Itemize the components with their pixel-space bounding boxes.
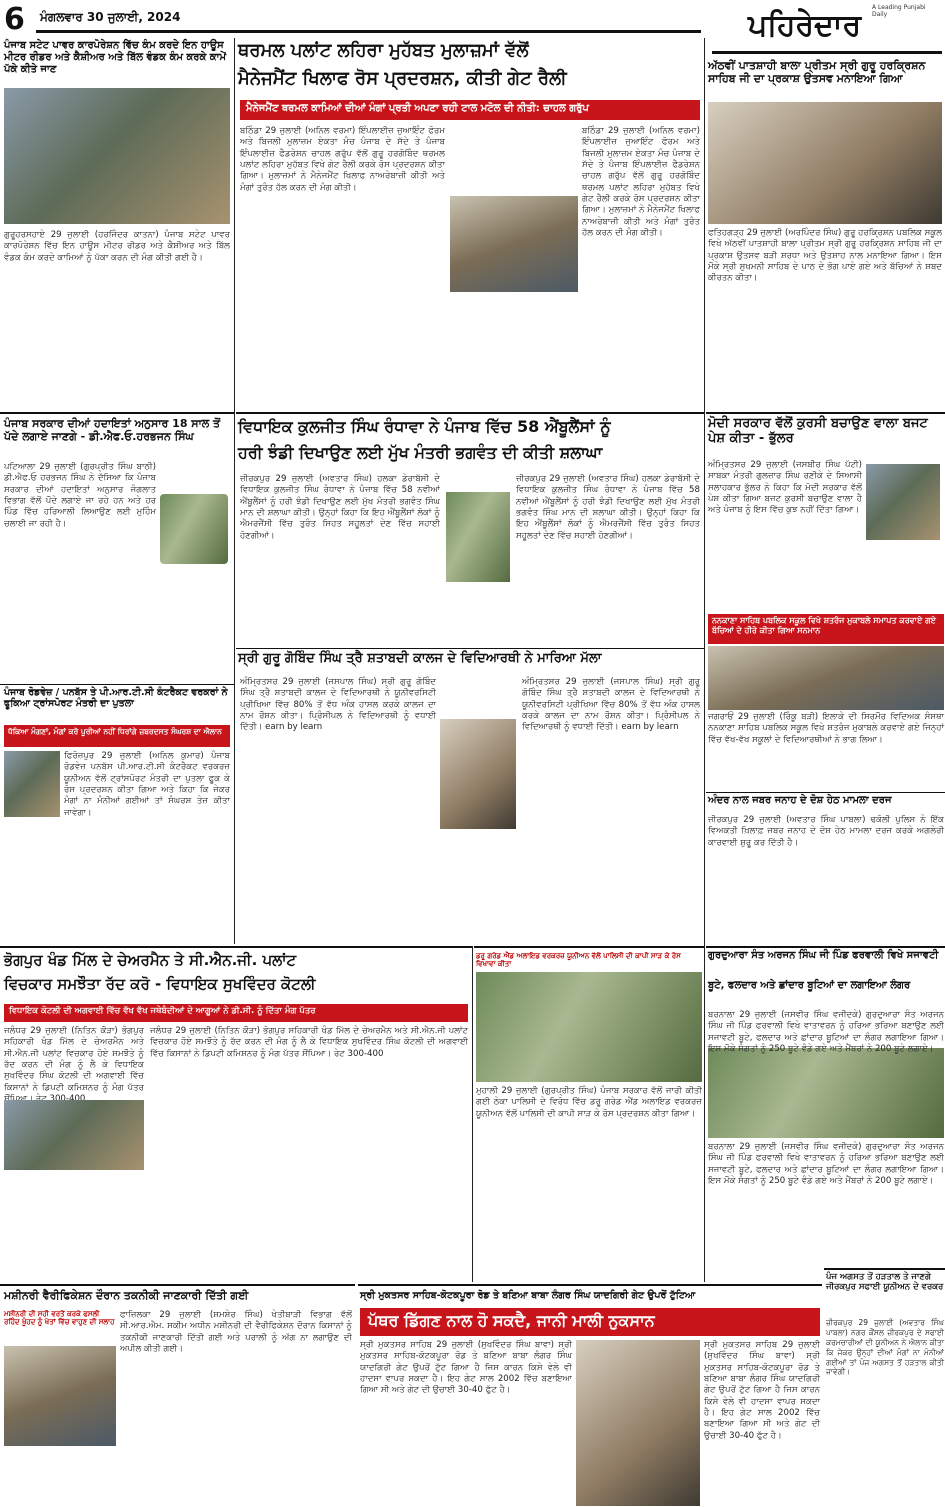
headline: ਪੰਜ ਅਗਸਤ ਤੋਂ ਹੜਤਾਲ ਤੇ ਜਾਣਗੇ ਜੀਰਕਪੁਰ ਸਫਾਈ ਯੂਨੀਅਨ ਦੇ ਵਰਕਰ [826,1272,944,1293]
article-body: ਜ਼ੀਰਕਪੁਰ 29 ਜੁਲਾਈ (ਅਵਤਾਰ ਸਿੰਘ ਪਾਬਲਾ) ਢਕੋਲੀ ਪੁਲਿਸ ਨੇ ਇੱਕ ਵਿਅਕਤੀ ਖ਼ਿਲਾਫ਼ ਜਬਰ ਜਨਾਹ ਦੇ ਦੋਸ਼ ਹੇਠ ਮਾਮਲਾ ਦਰਜ ਕਰਕੇ ਅਗਲੇਰੀ ਕਾਰਵਾਈ ਸ਼ੁਰੂ ਕਰ ਦਿੱਤੀ ਹੈ। [708,815,944,848]
headline: ਅੰਦਰ ਨਾਲ ਜਬਰ ਜਨਾਹ ਦੇ ਦੋਸ਼ ਹੇਠ ਮਾਮਲਾ ਦਰਜ [708,795,892,806]
crime-story [706,792,945,944]
column-rule [704,38,705,1282]
headline-line1: ਵਿਧਾਇਕ ਕੁਲਜੀਤ ਸਿੰਘ ਰੰਧਾਵਾ ਨੇ ਪੰਜਾਬ ਵਿੱਚ 58 ਐਂਬੂਲੈਂਸਾਂ ਨੂੰ [238,417,611,436]
headline: ਪੰਜਾਬ ਸਟੇਟ ਪਾਵਰ ਕਾਰਪੋਰੇਸ਼ਨ ਵਿੱਚ ਕੰਮ ਕਰਦੇ ਇਨ ਹਾਊਸ ਮੀਟਰ ਰੀਡਰ ਅਤੇ ਕੈਸ਼ੀਅਰ ਅਤੇ ਬਿੱਲ ਵੰਡਕ ਕੰਮ ਕਰਕੇ ਕਾਮੇਂ ਪੱਕੇ ਕੀਤੇ ਜਾਣ [4,40,227,75]
union-story [474,946,704,1282]
article-body: ਸ੍ਰੀ ਮੁਕਤਸਰ ਸਾਹਿਬ 29 ਜੁਲਾਈ (ਸੁਖਵਿੰਦਰ ਸਿੰਘ ਬਾਵਾ) ਸ੍ਰੀ ਮੁਕਤਸਰ ਸਾਹਿਬ-ਕੋਟਕਪੂਰਾ ਰੋਡ ਤੇ ਬਣਿਆ ਬਾਬਾ ਲੰਗਰ ਸਿੰਘ ਯਾਦਗਿਰੀ ਗੇਟ ਉਪਰੋਂ ਟੁੱਟ ਗਿਆ ਹੈ ਜਿਸ ਕਾਰਨ ਕਿਸੇ ਵੇਲੇ ਵੀ ਹਾਦਸਾ ਵਾਪਰ ਸਕਦਾ ਹੈ। ਇਹ ਗੇਟ ਸਾਲ 2002 ਵਿੱਚ ਬਣਾਇਆ ਗਿਆ ਸੀ ਅਤੇ ਗੇਟ ਦੀ ਉਚਾਈ 30-40 ਫੁੱਟ ਹੈ। [360,1340,572,1396]
portrait [160,494,228,564]
article-body: ਜ਼ੀਰਕਪੁਰ 29 ਜੁਲਾਈ (ਅਵਤਾਰ ਸਿੰਘ) ਹਲਕਾ ਡੇਰਾਬੱਸੀ ਦੇ ਵਿਧਾਇਕ ਕੁਲਜੀਤ ਸਿੰਘ ਰੰਧਾਵਾ ਨੇ ਪੰਜਾਬ ਵਿੱਚ 58 ਨਵੀਆਂ ਐਂਬੂਲੈਂਸਾਂ ਨੂੰ ਹਰੀ ਝੰਡੀ ਦਿਖਾਉਣ ਲਈ ਮੁੱਖ ਮੰਤਰੀ ਭਗਵੰਤ ਸਿੰਘ ਮਾਨ ਦੀ ਸ਼ਲਾਘਾ ਕੀਤੀ। ਉਨ੍ਹਾਂ ਕਿਹਾ ਕਿ ਇਹ ਐਂਬੂਲੈਂਸਾਂ ਲੋਕਾਂ ਨੂੰ ਐਮਰਜੈਂਸੀ ਵਿੱਚ ਤੁਰੰਤ ਸਿਹਤ ਸਹੂਲਤਾਂ ਦੇਣ ਵਿੱਚ ਸਹਾਈ ਹੋਣਗੀਆਂ। [240,474,440,541]
caption: ਡਰੂ ਗਰੇਡ ਐਂਡ ਅਲਾਇਡ ਵਰਕਰਜ਼ ਯੂਨੀਅਨ ਵੱਲੋਂ ਪਾਲਿਸੀ ਦੀ ਕਾਪੀ ਸਾੜ ਕੇ ਰੋਸ ਵਿਖਾਵਾ ਕੀਤਾ [476,952,681,969]
photo [576,1340,700,1506]
thermal-story [236,38,702,408]
article-body: ਮੁਹਾਲੀ 29 ਜੁਲਾਈ (ਗੁਰਪ੍ਰੀਤ ਸਿੰਘ) ਪੰਜਾਬ ਸਰਕਾਰ ਵੱਲੋਂ ਜਾਰੀ ਕੀਤੀ ਗਈ ਠੇਕਾ ਪਾਲਿਸੀ ਦੇ ਵਿਰੋਧ ਵਿੱਚ ਡਰੂ ਗਰੇਡ ਐਂਡ ਅਲਾਇਡ ਵਰਕਰਜ਼ ਯੂਨੀਅਨ ਵੱਲੋਂ ਪਾਲਿਸੀ ਦੀ ਕਾਪੀ ਸਾੜ ਕੇ ਰੋਸ ਪ੍ਰਦਰਸ਼ਨ ਕੀਤਾ ਗਿਆ। [476,1086,702,1119]
budget-story [706,412,945,612]
sanitation-story [824,1268,945,1507]
article-body: ਅੰਮ੍ਰਿਤਸਰ 29 ਜੁਲਾਈ (ਜਸਪਾਲ ਸਿੰਘ) ਸ੍ਰੀ ਗੁਰੂ ਗੋਬਿੰਦ ਸਿੰਘ ਤ੍ਰੈ ਸ਼ਤਾਬਦੀ ਕਾਲਜ ਦੇ ਵਿਦਿਆਰਥੀ ਨੇ ਯੂਨੀਵਰਸਿਟੀ ਪ੍ਰੀਖਿਆ ਵਿੱਚ 80% ਤੋਂ ਵੱਧ ਅੰਕ ਹਾਸਲ ਕਰਕੇ ਕਾਲਜ ਦਾ ਨਾਮ ਰੌਸ਼ਨ ਕੀਤਾ। ਪ੍ਰਿੰਸੀਪਲ ਨੇ ਵਿਦਿਆਰਥੀ ਨੂੰ ਵਧਾਈ ਦਿੱਤੀ। earn by learn [240,677,436,733]
headline-line2: ਪੱਥਰ ਡਿੱਗਣ ਨਾਲ ਹੋ ਸਕਦੈ, ਜਾਨੀ ਮਾਲੀ ਨੁਕਸਾਨ [368,1311,655,1330]
machinery-story [0,1284,355,1507]
page-number: 6 [4,2,25,37]
subhead: ਮੈਨੇਜਮੈਂਟ ਥਰਮਲ ਕਾਮਿਆਂ ਦੀਆਂ ਮੰਗਾਂ ਪ੍ਰਤੀ ਅਪਣਾ ਰਹੀ ਟਾਲ ਮਟੋਲ ਦੀ ਨੀਤੀ: ਚਾਹਲ ਗਰੁੱਪ [246,103,589,114]
article-body: ਜਗਰਾਓਂ 29 ਜੁਲਾਈ (ਰਿੰਕੂ ਬੜੀ) ਇਲਾਕੇ ਦੀ ਸਿਰਮੌਰ ਵਿਦਿਅਕ ਸੰਸਥਾ ਨਨਕਾਣਾ ਸਾਹਿਬ ਪਬਲਿਕ ਸਕੂਲ ਵਿਖੇ ਸ਼ਤਰੰਜ ਮੁਕਾਬਲੇ ਕਰਵਾਏ ਗਏ ਜਿਨ੍ਹਾਂ ਵਿੱਚ ਵੱਖ-ਵੱਖ ਸਕੂਲਾਂ ਦੇ ਵਿਦਿਆਰਥੀਆਂ ਨੇ ਭਾਗ ਲਿਆ। [708,712,944,745]
headline-band [708,614,944,644]
article-body-cont: ਅੰਮ੍ਰਿਤਸਰ 29 ਜੁਲਾਈ (ਜਸਪਾਲ ਸਿੰਘ) ਸ੍ਰੀ ਗੁਰੂ ਗੋਬਿੰਦ ਸਿੰਘ ਤ੍ਰੈ ਸ਼ਤਾਬਦੀ ਕਾਲਜ ਦੇ ਵਿਦਿਆਰਥੀ ਨੇ ਯੂਨੀਵਰਸਿਟੀ ਪ੍ਰੀਖਿਆ ਵਿੱਚ 80% ਤੋਂ ਵੱਧ ਅੰਕ ਹਾਸਲ ਕਰਕੇ ਕਾਲਜ ਦਾ ਨਾਮ ਰੌਸ਼ਨ ਕੀਤਾ। ਪ੍ਰਿੰਸੀਪਲ ਨੇ ਵਿਦਿਆਰਥੀ ਨੂੰ ਵਧਾਈ ਦਿੱਤੀ। earn by learn [522,677,700,733]
gurdwara-story [706,946,945,1266]
headline-band [360,1308,820,1336]
photo [476,972,702,1082]
portrait [446,492,510,582]
school-story [706,614,945,790]
headline-line1: ਭੋਗਪੁਰ ਖੰਡ ਮਿੱਲ ਦੇ ਚੇਅਰਮੈਨ ਤੇ ਸੀ.ਐਨ.ਜੀ. ਪਲਾਂਟ [4,951,297,969]
guru-story [706,60,945,408]
masthead-rule [36,30,701,33]
article-body-cont: ਜ਼ੀਰਕਪੁਰ 29 ਜੁਲਾਈ (ਅਵਤਾਰ ਸਿੰਘ) ਹਲਕਾ ਡੇਰਾਬੱਸੀ ਦੇ ਵਿਧਾਇਕ ਕੁਲਜੀਤ ਸਿੰਘ ਰੰਧਾਵਾ ਨੇ ਪੰਜਾਬ ਵਿੱਚ 58 ਨਵੀਆਂ ਐਂਬੂਲੈਂਸਾਂ ਨੂੰ ਹਰੀ ਝੰਡੀ ਦਿਖਾਉਣ ਲਈ ਮੁੱਖ ਮੰਤਰੀ ਭਗਵੰਤ ਸਿੰਘ ਮਾਨ ਦੀ ਸ਼ਲਾਘਾ ਕੀਤੀ। ਉਨ੍ਹਾਂ ਕਿਹਾ ਕਿ ਇਹ ਐਂਬੂਲੈਂਸਾਂ ਲੋਕਾਂ ਨੂੰ ਐਮਰਜੈਂਸੀ ਵਿੱਚ ਤੁਰੰਤ ਸਿਹਤ ਸਹੂਲਤਾਂ ਦੇਣ ਵਿੱਚ ਸਹਾਈ ਹੋਣਗੀਆਂ। [516,474,700,541]
article-body: ਜ਼ੀਰਕਪੁਰ 29 ਜੁਲਾਈ (ਅਵਤਾਰ ਸਿੰਘ ਪਾਬਲਾ) ਨਗਰ ਕੌਂਸਲ ਜ਼ੀਰਕਪੁਰ ਦੇ ਸਫਾਈ ਕਰਮਚਾਰੀਆਂ ਦੀ ਯੂਨੀਅਨ ਨੇ ਐਲਾਨ ਕੀਤਾ ਕਿ ਜੇਕਰ ਉਨ੍ਹਾਂ ਦੀਆਂ ਮੰਗਾਂ ਨਾ ਮੰਨੀਆਂ ਗਈਆਂ ਤਾਂ ਪੰਜ ਅਗਸਤ ਤੋਂ ਹੜਤਾਲ ਕੀਤੀ ਜਾਵੇਗੀ। [826,1318,944,1377]
subhead-band [4,725,230,747]
paper-logo [712,4,942,54]
headline: ਪੰਜਾਬ ਸਰਕਾਰ ਦੀਆਂ ਹਦਾਇਤਾਂ ਅਨੁਸਾਰ 18 ਸਾਲ ਤੋਂ ਪੱਦੇ ਲਗਾਏ ਜਾਣਗੇ - ਡੀ.ਐਫ.ਓ.ਹਰਭਜਨ ਸਿੰਘ [4,417,221,443]
portrait [866,464,940,540]
issue-date: ਮੰਗਲਵਾਰ 30 ਜੁਲਾਈ, 2024 [40,10,181,24]
power-corp-story [0,38,234,408]
article-body: ਅੰਮ੍ਰਿਤਸਰ 29 ਜੁਲਾਈ (ਜਸਬੀਰ ਸਿੰਘ ਪੱਟੀ) ਸਾਬਕਾ ਮੰਤਰੀ ਗੁਲਜ਼ਾਰ ਸਿੰਘ ਰਣੀਕੇ ਦੇ ਸਿਆਸੀ ਸਲਾਹਕਾਰ ਭੁੱਲਰ ਨੇ ਕਿਹਾ ਕਿ ਮੋਦੀ ਸਰਕਾਰ ਵੱਲੋਂ ਪੇਸ਼ ਕੀਤਾ ਗਿਆ ਬਜਟ ਕੁਰਸੀ ਬਚਾਉਣ ਵਾਲਾ ਹੈ ਅਤੇ ਪੰਜਾਬ ਨੂੰ ਇਸ ਵਿੱਚ ਕੁਝ ਨਹੀਂ ਦਿੱਤਾ ਗਿਆ। [708,460,862,516]
headline-line2: ਹਰੀ ਝੰਡੀ ਦਿਖਾਉਣ ਲਈ ਮੁੱਖ ਮੰਤਰੀ ਭਗਵੰਤ ਦੀ ਕੀਤੀ ਸ਼ਲਾਘਾ [238,443,603,462]
headline-line1: ਸ੍ਰੀ ਮੁਕਤਸਰ ਸਾਹਿਬ-ਕੋਟਕਪੂਰਾ ਰੋਡ ਤੇ ਬਣਿਆ ਬਾਬਾ ਲੰਗਰ ਸਿੰਘ ਯਾਦਗਿਰੀ ਗੇਟ ਉਪਰੋਂ ਟੁੱਟਿਆ [360,1290,696,1301]
headline-line1: ਥਰਮਲ ਪਲਾਂਟ ਲਹਿਰਾ ਮੁਹੱਬਤ ਮੁਲਾਜ਼ਮਾਂ ਵੱਲੋਂ [238,40,529,61]
health-story [0,412,234,682]
portrait [440,719,516,829]
subhead-band [4,1004,468,1022]
photo [708,1048,944,1138]
article-body-cont: ਸ੍ਰੀ ਮੁਕਤਸਰ ਸਾਹਿਬ 29 ਜੁਲਾਈ (ਸੁਖਵਿੰਦਰ ਸਿੰਘ ਬਾਵਾ) ਸ੍ਰੀ ਮੁਕਤਸਰ ਸਾਹਿਬ-ਕੋਟਕਪੂਰਾ ਰੋਡ ਤੇ ਬਣਿਆ ਬਾਬਾ ਲੰਗਰ ਸਿੰਘ ਯਾਦਗਿਰੀ ਗੇਟ ਉਪਰੋਂ ਟੁੱਟ ਗਿਆ ਹੈ ਜਿਸ ਕਾਰਨ ਕਿਸੇ ਵੇਲੇ ਵੀ ਹਾਦਸਾ ਵਾਪਰ ਸਕਦਾ ਹੈ। ਇਹ ਗੇਟ ਸਾਲ 2002 ਵਿੱਚ ਬਣਾਇਆ ਗਿਆ ਸੀ ਅਤੇ ਗੇਟ ਦੀ ਉਚਾਈ 30-40 ਫੁੱਟ ਹੈ। [704,1340,820,1441]
article-body: ਪਟਿਆਲਾ 29 ਜੁਲਾਈ (ਗੁਰਪ੍ਰੀਤ ਸਿੰਘ ਬਾਠੀ) ਡੀ.ਐਫ.ਓ ਹਰਭਜਨ ਸਿੰਘ ਨੇ ਦੱਸਿਆ ਕਿ ਪੰਜਾਬ ਸਰਕਾਰ ਦੀਆਂ ਹਦਾਇਤਾਂ ਅਨੁਸਾਰ ਜੰਗਲਾਤ ਵਿਭਾਗ ਵੱਲੋਂ ਪੌਦੇ ਲਗਾਏ ਜਾ ਰਹੇ ਹਨ ਅਤੇ ਹਰ ਪਿੰਡ ਵਿੱਚ ਹਰਿਆਲੀ ਲਿਆਉਣ ਲਈ ਮੁਹਿੰਮ ਚਲਾਈ ਜਾ ਰਹੀ ਹੈ। [4,462,156,529]
column-rule [234,38,235,944]
headline: ਨਨਕਾਣਾ ਸਾਹਿਬ ਪਬਲਿਕ ਸਕੂਲ ਵਿਖੇ ਸ਼ਤਰੰਜ ਮੁਕਾਬਲੇ ਸਮਾਪਤ ਕਰਵਾਏ ਗਏ ਬੱਚਿਆਂ ਦੇ ਹੀਰੋ ਕੀਤਾ ਗਿਆ ਸਨਮਾਨ [712,616,936,635]
photo [4,1100,144,1170]
article-body: ਬਰਨਾਲਾ 29 ਜੁਲਾਈ (ਜਸਵੀਰ ਸਿੰਘ ਵਜੀਦਕੇ) ਗੁਰਦੁਆਰਾ ਸੰਤ ਅਰਜਨ ਸਿੰਘ ਜੀ ਪਿੰਡ ਫਰਵਾਲੀ ਵਿਖੇ ਵਾਤਾਵਰਨ ਨੂੰ ਹਰਿਆ ਭਰਿਆ ਬਣਾਉਣ ਲਈ ਸਜਾਵਟੀ ਬੂਟੇ, ਫਲਦਾਰ ਅਤੇ ਛਾਂਦਾਰ ਬੂਟਿਆਂ ਦਾ ਲੰਗਰ ਲਗਾਇਆ ਗਿਆ। ਇਸ ਮੌਕੇ ਸੰਗਤਾਂ ਨੂੰ 250 ਬੂਟੇ ਵੰਡੇ ਗਏ ਅਤੇ ਮੈਂਬਰਾਂ ਨੇ 200 ਬੂਟੇ ਲਗਾਏ। [708,1010,944,1055]
headline-line1: ਗੁਰਦੁਆਰਾ ਸੰਤ ਅਰਜਨ ਸਿੰਘ ਜੀ ਪਿੰਡ ਫਰਵਾਲੀ ਵਿਖੇ ਸਜਾਵਟੀ [708,950,939,961]
transport-story [0,684,234,944]
ambulance-story [236,412,704,646]
paper-name: ਪਹਿਰੇਦਾਰ [748,8,862,43]
article-body-cont: ਬਠਿੰਡਾ 29 ਜੁਲਾਈ (ਅਨਿਲ ਵਰਮਾ) ਇੰਪਲਾਈਜ਼ ਜੁਆਇੰਟ ਫੋਰਮ ਅਤੇ ਬਿਜਲੀ ਮੁਲਾਜ਼ਮ ਏਕਤਾ ਮੰਚ ਪੰਜਾਬ ਦੇ ਸੱਦੇ ਤੇ ਪੰਜਾਬ ਇੰਪਲਾਈਜ਼ ਫੈਡਰੇਸ਼ਨ ਚਾਹਲ ਗਰੁੱਪ ਵੱਲੋਂ ਗੁਰੂ ਹਰਗੋਬਿੰਦ ਥਰਮਲ ਪਲਾਂਟ ਲਹਿਰਾ ਮੁਹੱਬਤ ਵਿਖੇ ਗੇਟ ਰੈਲੀ ਕਰਕੇ ਰੋਸ ਪ੍ਰਦਰਸ਼ਨ ਕੀਤਾ ਗਿਆ। ਮੁਲਾਜ਼ਮਾਂ ਨੇ ਮੈਨੇਜਮੈਂਟ ਖਿਲਾਫ ਨਾਅਰੇਬਾਜ਼ੀ ਕੀਤੀ ਅਤੇ ਮੰਗਾਂ ਤੁਰੰਤ ਹੱਲ ਕਰਨ ਦੀ ਮੰਗ ਕੀਤੀ। [582,126,700,239]
photo [4,1346,116,1446]
headline-line2: ਮੈਨੇਜਮੈਂਟ ਖਿਲਾਫ ਰੋਸ ਪ੍ਰਦਰਸ਼ਨ, ਕੀਤੀ ਗੇਟ ਰੈਲੀ [238,68,567,89]
article-body-cont: ਜਲੰਧਰ 29 ਜੁਲਾਈ (ਨਿਤਿਨ ਕੌੜਾ) ਭੋਗਪੁਰ ਸਹਿਕਾਰੀ ਖੰਡ ਮਿੱਲ ਦੇ ਚੇਅਰਮੈਨ ਅਤੇ ਸੀ.ਐਨ.ਜੀ ਪਲਾਂਟ ਵਿਚਕਾਰ ਹੋਏ ਸਮਝੌਤੇ ਨੂੰ ਰੱਦ ਕਰਨ ਦੀ ਮੰਗ ਨੂੰ ਲੈ ਕੇ ਵਿਧਾਇਕ ਸੁਖਵਿੰਦਰ ਸਿੰਘ ਕੋਟਲੀ ਦੀ ਅਗਵਾਈ ਵਿੱਚ ਕਿਸਾਨਾਂ ਨੇ ਡਿਪਟੀ ਕਮਿਸ਼ਨਰ ਨੂੰ ਮੰਗ ਪੱਤਰ ਸੌਂਪਿਆ। ਰੇਟ 300-400 [150,1026,468,1059]
headline: ਪੰਜਾਬ ਰੋਡਵੇਜ਼ / ਪਨਬੱਸ ਤੇ ਪੀ.ਆਰ.ਟੀ.ਸੀ ਕੰਟਰੈਕਟ ਵਰਕਰਾਂ ਨੇ ਫੂਕਿਆ ਟ੍ਰਾਂਸਪੋਰਟ ਮੰਤਰੀ ਦਾ ਪੁਤਲਾ [4,687,228,710]
headline: ਮੋਦੀ ਸਰਕਾਰ ਵੱਲੋਂ ਕੁਰਸੀ ਬਚਾਉਣ ਵਾਲਾ ਬਜਟ ਪੇਸ਼ ਕੀਤਾ - ਭੁੱਲਰ [708,416,928,447]
article-body: ਜਲੰਧਰ 29 ਜੁਲਾਈ (ਨਿਤਿਨ ਕੌੜਾ) ਭੋਗਪੁਰ ਸਹਿਕਾਰੀ ਖੰਡ ਮਿੱਲ ਦੇ ਚੇਅਰਮੈਨ ਅਤੇ ਸੀ.ਐਨ.ਜੀ ਪਲਾਂਟ ਵਿਚਕਾਰ ਹੋਏ ਸਮਝੌਤੇ ਨੂੰ ਰੱਦ ਕਰਨ ਦੀ ਮੰਗ ਨੂੰ ਲੈ ਕੇ ਵਿਧਾਇਕ ਸੁਖਵਿੰਦਰ ਸਿੰਘ ਕੋਟਲੀ ਦੀ ਅਗਵਾਈ ਵਿੱਚ ਕਿਸਾਨਾਂ ਨੇ ਡਿਪਟੀ ਕਮਿਸ਼ਨਰ ਨੂੰ ਮੰਗ ਪੱਤਰ [4,1026,144,1093]
subhead: ਮਸ਼ੀਨਰੀ ਦੀ ਸਹੀ ਵਰਤੋਂ ਕਰਕੇ ਫਸਲੀ ਰਹਿੰਦ ਖੂੰਹਦ ਨੂੰ ਖੇਤਾਂ ਵਿੱਚ ਵਾਹੁਣ ਦੀ ਸਲਾਹ [4,1310,115,1327]
photo [708,102,942,224]
headline: ਸ੍ਰੀ ਗੁਰੂ ਗੋਬਿੰਦ ਸਿੰਘ ਤ੍ਰੈ ਸ਼ਤਾਬਦੀ ਕਾਲਜ ਦੇ ਵਿਦਿਆਰਥੀ ਨੇ ਮਾਰਿਆ ਮੱਲਾ [238,651,602,666]
headline-line2: ਬੂਟੇ, ਫਲਦਾਰ ਅਤੇ ਛਾਂਦਾਰ ਬੂਟਿਆਂ ਦਾ ਲਗਾਇਆ ਲੰਗਰ [708,980,911,991]
photo [708,646,944,710]
column-rule [472,946,473,1282]
article-body: ਗੁਰੂਹਰਸਹਾਏ 29 ਜੁਲਾਈ (ਹਰਜਿੰਦਰ ਕਾਤਨਾ) ਪੰਜਾਬ ਸਟੇਟ ਪਾਵਰ ਕਾਰਪੋਰੇਸ਼ਨ ਵਿੱਚ ਇਨ ਹਾਊਸ ਮੀਟਰ ਰੀਡਰ ਅਤੇ ਕੈਸ਼ੀਅਰ ਅਤੇ ਬਿੱਲ ਵੰਡਕ ਕੰਮ ਕਰਦੇ ਕਾਮਿਆਂ ਨੂੰ ਪੱਕਾ ਕਰਨ ਦੀ ਮੰਗ ਕੀਤੀ ਗਈ ਹੈ। [4,230,230,263]
headline: ਮਸ਼ੀਨਰੀ ਵੈਰੀਫਿਕੇਸ਼ਨ ਦੌਰਾਨ ਤਕਨੀਕੀ ਜਾਣਕਾਰੀ ਦਿੱਤੀ ਗਈ [4,1289,249,1302]
photo [4,88,230,224]
subhead: ਵਿਧਾਇਕ ਕੋਟਲੀ ਦੀ ਅਗਵਾਈ ਵਿੱਚ ਵੱਖ ਵੱਖ ਜਥੇਬੰਦੀਆਂ ਦੇ ਆਗੂਆਂ ਨੇ ਡੀ.ਸੀ. ਨੂੰ ਦਿੱਤਾ ਮੰਗ ਪੱਤਰ [9,1006,316,1016]
sugar-mill-story [0,946,472,1282]
article-body: ਫਿਰੋਜ਼ਪੁਰ 29 ਜੁਲਾਈ (ਅਨਿਲ ਕੁਮਾਰ) ਪੰਜਾਬ ਰੋਡਵੇਜ਼ ਪਨਬੱਸ ਪੀ.ਆਰ.ਟੀ.ਸੀ ਕੰਟਰੈਕਟ ਵਰਕਰਜ਼ ਯੂਨੀਅਨ ਵੱਲੋਂ ਟ੍ਰਾਂਸਪੋਰਟ ਮੰਤਰੀ ਦਾ ਪੁਤਲਾ ਫੂਕ ਕੇ ਰੋਸ ਪ੍ਰਦਰਸ਼ਨ ਕੀਤਾ ਗਿਆ ਅਤੇ ਕਿਹਾ ਕਿ ਜੇਕਰ ਮੰਗਾਂ ਨਾ ਮੰਨੀਆਂ ਗਈਆਂ ਤਾਂ ਸੰਘਰਸ਼ ਤੇਜ਼ ਕੀਤਾ ਜਾਵੇਗਾ। [64,751,230,818]
article-body: ਫਤਿਹਗੜ੍ਹ 29 ਜੁਲਾਈ (ਅਰਪਿੰਦਰ ਸਿੰਘ) ਗੁਰੂ ਹਰਕ੍ਰਿਸ਼ਨ ਪਬਲਿਕ ਸਕੂਲ ਵਿਖੇ ਅੱਠਵੀਂ ਪਾਤਸ਼ਾਹੀ ਬਾਲਾ ਪ੍ਰੀਤਮ ਸ੍ਰੀ ਗੁਰੂ ਹਰਕ੍ਰਿਸ਼ਨ ਸਾਹਿਬ ਜੀ ਦਾ ਪ੍ਰਕਾਸ਼ ਉਤਸਵ ਬੜੀ ਸ਼ਰਧਾ ਅਤੇ ਉਤਸ਼ਾਹ ਨਾਲ ਮਨਾਇਆ ਗਿਆ। ਇਸ ਮੌਕੇ ਸ੍ਰੀ ਸੁਖਮਨੀ ਸਾਹਿਬ ਦੇ ਪਾਠ ਦੇ ਭੋਗ ਪਾਏ ਗਏ ਅਤੇ ਬੱਚਿਆਂ ਨੇ ਸ਼ਬਦ ਕੀਰਤਨ ਕੀਤਾ। [708,228,943,284]
college-story [236,648,704,944]
article-body: ਫਾਜ਼ਿਲਕਾ 29 ਜੁਲਾਈ (ਸ਼ਮਸ਼ੇਰ ਸਿੰਘ) ਖੇਤੀਬਾੜੀ ਵਿਭਾਗ ਵੱਲੋਂ ਸੀ.ਆਰ.ਐਮ. ਸਕੀਮ ਅਧੀਨ ਮਸ਼ੀਨਰੀ ਦੀ ਵੈਰੀਫਿਕੇਸ਼ਨ ਦੌਰਾਨ ਕਿਸਾਨਾਂ ਨੂੰ ਤਕਨੀਕੀ ਜਾਣਕਾਰੀ ਦਿੱਤੀ ਗਈ ਅਤੇ ਪਰਾਲੀ ਨੂੰ ਅੱਗ ਨਾ ਲਗਾਉਣ ਦੀ ਅਪੀਲ ਕੀਤੀ ਗਈ। [120,1310,352,1355]
article-body-cont: ਬਰਨਾਲਾ 29 ਜੁਲਾਈ (ਜਸਵੀਰ ਸਿੰਘ ਵਜੀਦਕੇ) ਗੁਰਦੁਆਰਾ ਸੰਤ ਅਰਜਨ ਸਿੰਘ ਜੀ ਪਿੰਡ ਫਰਵਾਲੀ ਵਿਖੇ ਵਾਤਾਵਰਨ ਨੂੰ ਹਰਿਆ ਭਰਿਆ ਬਣਾਉਣ ਲਈ ਸਜਾਵਟੀ ਬੂਟੇ, ਫਲਦਾਰ ਅਤੇ ਛਾਂਦਾਰ ਬੂਟਿਆਂ ਦਾ ਲੰਗਰ ਲਗਾਇਆ ਗਿਆ। ਇਸ ਮੌਕੇ ਸੰਗਤਾਂ ਨੂੰ 250 ਬੂਟੇ ਵੰਡੇ ਗਏ ਅਤੇ ਮੈਂਬਰਾਂ ਨੇ 200 ਬੂਟੇ ਲਗਾਏ। [708,1142,944,1187]
subhead-band [240,100,700,120]
article-body: ਬਠਿੰਡਾ 29 ਜੁਲਾਈ (ਅਨਿਲ ਵਰਮਾ) ਇੰਪਲਾਈਜ਼ ਜੁਆਇੰਟ ਫੋਰਮ ਅਤੇ ਬਿਜਲੀ ਮੁਲਾਜ਼ਮ ਏਕਤਾ ਮੰਚ ਪੰਜਾਬ ਦੇ ਸੱਦੇ ਤੇ ਪੰਜਾਬ ਇੰਪਲਾਈਜ਼ ਫੈਡਰੇਸ਼ਨ ਚਾਹਲ ਗਰੁੱਪ ਵੱਲੋਂ ਗੁਰੂ ਹਰਗੋਬਿੰਦ ਥਰਮਲ ਪਲਾਂਟ ਲਹਿਰਾ ਮੁਹੱਬਤ ਵਿਖੇ ਗੇਟ ਰੈਲੀ ਕਰਕੇ ਰੋਸ ਪ੍ਰਦਰਸ਼ਨ ਕੀਤਾ ਗਿਆ। ਮੁਲਾਜ਼ਮਾਂ ਨੇ ਮੈਨੇਜਮੈਂਟ ਖਿਲਾਫ ਨਾਅਰੇਬਾਜ਼ੀ ਕੀਤੀ ਅਤੇ ਮੰਗਾਂ ਤੁਰੰਤ ਹੱਲ ਕਰਨ ਦੀ ਮੰਗ ਕੀਤੀ। [240,126,445,193]
photo [450,196,578,292]
paper-tagline: A Leading Punjabi Daily [872,4,926,18]
headline: ਅੱਠਵੀਂ ਪਾਤਸ਼ਾਹੀ ਬਾਲਾ ਪ੍ਰੀਤਮ ਸ੍ਰੀ ਗੁਰੂ ਹਰਕ੍ਰਿਸ਼ਨ ਸਾਹਿਬ ਜੀ ਦਾ ਪ੍ਰਕਾਸ਼ ਉਤਸਵ ਮਨਾਇਆ ਗਿਆ [708,59,926,85]
gate-story [358,1284,822,1507]
headline-line2: ਵਿਚਕਾਰ ਸਮਝੌਤਾ ਰੱਦ ਕਰੋ - ਵਿਧਾਇਕ ਸੁਖਵਿੰਦਰ ਕੋਟਲੀ [4,975,316,993]
subhead: ਧੱਕਿਆ ਮੰਗਣਾਂ, ਮੰਗਾਂ ਕਰੋ ਪੂਰੀਆਂ ਨਹੀਂ ਧਿਰਾਂਗੇ ਜ਼ਬਰਦਸਤ ਸੰਘਰਸ਼ ਦਾ ਐਲਾਨ [8,727,222,736]
portrait [4,751,60,817]
